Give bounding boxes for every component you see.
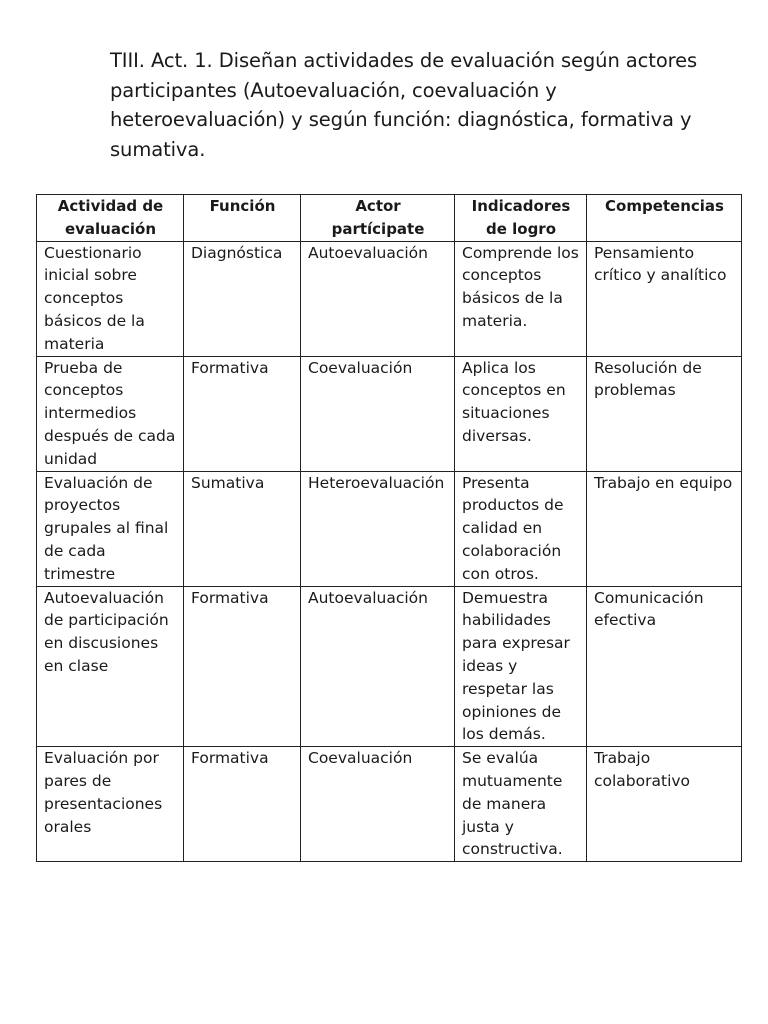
cell-competencias: Pensamiento crítico y analítico [587, 241, 742, 356]
cell-funcion: Sumativa [184, 471, 301, 586]
cell-actor: Heteroevaluación [301, 471, 455, 586]
cell-actor: Autoevaluación [301, 241, 455, 356]
header-funcion: Función [184, 195, 301, 242]
table-row [37, 586, 742, 747]
cell-actividad: Autoevaluación de participación en discusiones en clase [37, 586, 184, 747]
cell-funcion: Formativa [184, 586, 301, 747]
cell-funcion: Formativa [184, 356, 301, 471]
cell-competencias: Comunicación efectiva [587, 586, 742, 747]
cell-funcion: Formativa [184, 747, 301, 862]
header-actor: Actor partícipate [301, 195, 455, 242]
table-row [37, 356, 742, 471]
table-header-row [37, 195, 742, 242]
cell-indicadores: Demuestra habilidades para expresar ideas y respetar las opiniones de los demás. [455, 586, 587, 747]
header-actividad: Actividad de evaluación [37, 195, 184, 242]
activity-heading: TIII. Act. 1. Diseñan actividades de evaluación según actores participantes (Autoevaluación, coevaluación y heteroevaluación) y según función: diagnóstica, formativa y sumativa. [110, 49, 698, 161]
cell-indicadores: Aplica los conceptos en situaciones diversas. [455, 356, 587, 471]
cell-funcion: Diagnóstica [184, 241, 301, 356]
cell-actividad: Evaluación por pares de presentaciones orales [37, 747, 184, 862]
cell-actor: Autoevaluación [301, 586, 455, 747]
cell-indicadores: Presenta productos de calidad en colaboración con otros. [455, 471, 587, 586]
cell-actor: Coevaluación [301, 747, 455, 862]
header-competencias: Competencias [587, 195, 742, 242]
cell-indicadores: Se evalúa mutuamente de manera justa y constructiva. [455, 747, 587, 862]
table-row [37, 471, 742, 586]
cell-indicadores: Comprende los conceptos básicos de la materia. [455, 241, 587, 356]
cell-actividad: Evaluación de proyectos grupales al final de cada trimestre [37, 471, 184, 586]
cell-actor: Coevaluación [301, 356, 455, 471]
cell-competencias: Trabajo colaborativo [587, 747, 742, 862]
evaluation-table [36, 194, 742, 862]
cell-actividad: Cuestionario inicial sobre conceptos básicos de la materia [37, 241, 184, 356]
cell-competencias: Trabajo en equipo [587, 471, 742, 586]
header-indicadores: Indicadores de logro [455, 195, 587, 242]
table-row [37, 747, 742, 862]
cell-competencias: Resolución de problemas [587, 356, 742, 471]
table-row [37, 241, 742, 356]
cell-actividad: Prueba de conceptos intermedios después de cada unidad [37, 356, 184, 471]
